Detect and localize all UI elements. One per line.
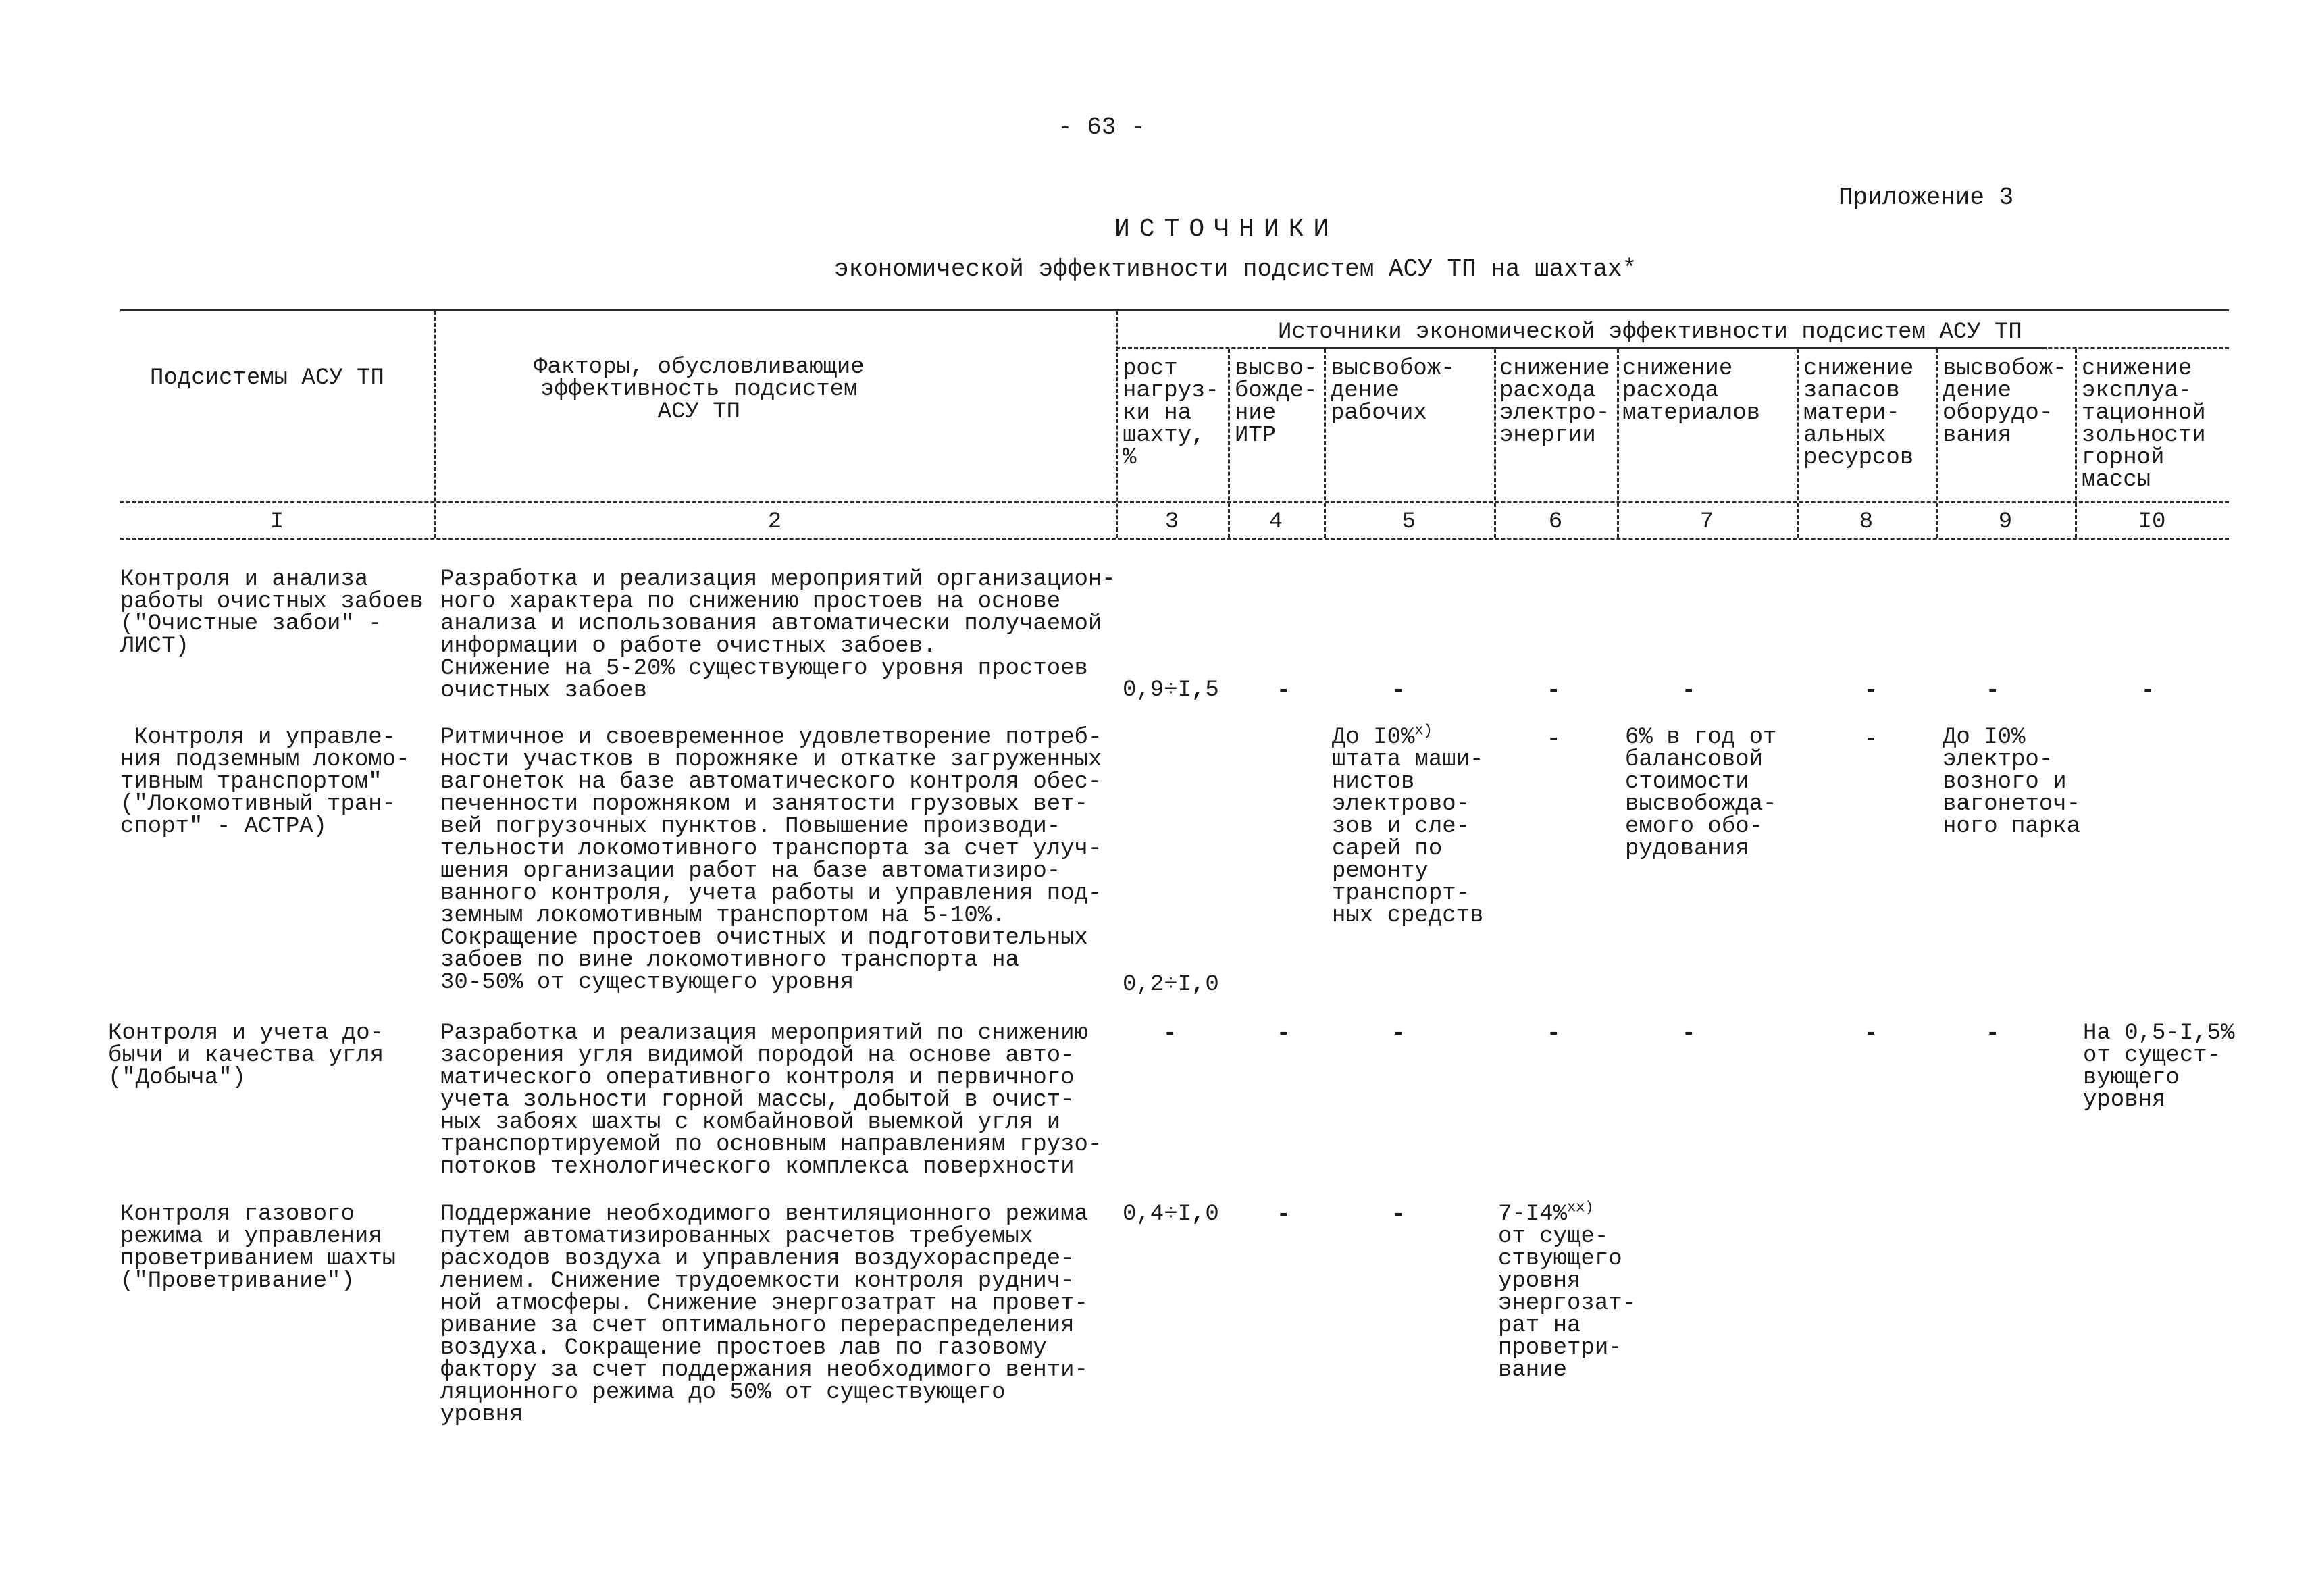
col-number-6: 6: [1548, 509, 1563, 535]
header-sources-group: Источники экономической эффективности подсистем АСУ ТП: [1278, 319, 2022, 345]
appendix-label: Приложение 3: [1839, 184, 2014, 211]
row1-col10: -: [2141, 678, 2155, 704]
row4-col3: 0,4÷I,0: [1123, 1202, 1219, 1227]
table-top-rule: [120, 309, 2229, 311]
col-separator-1: [434, 311, 436, 538]
page-number: - 63 -: [1058, 113, 1146, 141]
row1-col4: -: [1277, 678, 1291, 704]
row2-col5-text: штата маши- нистов электрово- зов и сле- сарей по ремонту транспорт- ных средств: [1332, 747, 1484, 929]
row3-col7: -: [1682, 1021, 1696, 1047]
col-number-8: 8: [1859, 509, 1874, 535]
row4-factors: Поддержание необходимого вентиляционного режима путем автоматизированных расчетов требуемых расходов воздуха и управления воздухораспреде- лением. Снижение трудоемкости контроля руднич- ной атмосферы. Снижение энергозатрат на провет- ривание за счет оптимального перераспределения воздуха. Сокращение простоев лав по газовому фактору за счет поддержания необходимого венти- ляционного режима до 50% от существующего уровня: [440, 1202, 1088, 1428]
number-row-rule: [120, 538, 2229, 540]
row3-col6: -: [1547, 1021, 1561, 1047]
col-number-7: 7: [1699, 509, 1714, 535]
row2-factors: Ритмичное и своевременное удовлетворение потреб- ности участков в порожняке и откатке загруженных вагонеток на базе автоматического контроля обес- печенности порожняком и занятости грузовых вет- вей погрузочных пунктов. Повышение производи- тельности локомотивного транспорта за счет улуч- шения организации работ на базе автоматизиро- ванного контроля, учета работы и управления под- земным локомотивным транспортом на 5-10%. Сокращение простоев очистных и подготовительных забоев по вине локомотивного транспорта на 30-50% от существующего уровня: [440, 725, 1102, 996]
row2-col5-head: [1332, 722, 1433, 750]
header-bottom-rule: [120, 501, 2229, 503]
row4-subsystem: Контроля газового режима и управления проветриванием шахты ("Проветривание"): [120, 1202, 396, 1294]
header-factors: Факторы, обусловливающие эффективность подсистем АСУ ТП: [534, 355, 865, 425]
group-header-rule: [1116, 347, 2229, 349]
col-number-2: 2: [767, 509, 782, 535]
header-col10: снижение эксплуа- тационной зольности горной массы: [2082, 356, 2206, 493]
row1-col5: -: [1391, 678, 1406, 704]
col-number-4: 4: [1268, 509, 1283, 535]
row2-col3: 0,2÷I,0: [1123, 972, 1219, 998]
row4-col6-footnote: xx): [1567, 1199, 1594, 1216]
row2-col6: -: [1547, 727, 1561, 752]
row2-col9: До I0% электро- возного и вагонеточ- ного парка: [1943, 725, 2081, 840]
row1-col6: -: [1547, 678, 1561, 704]
row1-factors: Разработка и реализация мероприятий организацион- ного характера по снижению простоев на основе анализа и использования автоматически получаемой информации о работе очистных забоев. Снижение на 5-20% существующего уровня простоев очистных забоев: [440, 567, 1116, 704]
row2-col8: -: [1864, 727, 1878, 752]
col-separator-2: [1116, 311, 1118, 538]
row3-col3: -: [1163, 1021, 1177, 1047]
row3-col4: -: [1277, 1021, 1291, 1047]
row2-col7: 6% в год от балансовой стоимости высвобожда- емого обо- рудования: [1625, 725, 1777, 862]
header-subsystems: Подсистемы АСУ ТП: [150, 365, 384, 391]
header-col6: снижение расхода электро- энергии: [1499, 356, 1610, 448]
row3-col10: На 0,5-I,5% от сущест- вующего уровня: [2083, 1021, 2235, 1113]
row2-col5-footnote: x): [1414, 722, 1433, 740]
col-number-1: I: [269, 509, 284, 535]
col-number-10: I0: [2138, 509, 2166, 535]
col-number-3: 3: [1164, 509, 1179, 535]
header-col3: рост нагруз- ки на шахту, %: [1123, 356, 1219, 471]
row1-col7: -: [1682, 678, 1696, 704]
row3-factors: Разработка и реализация мероприятий по снижению засорения угля видимой породой на основе авто- матического оперативного контроля и первичного учета зольности горной массы, добытой в очист- ных забоях шахты с комбайновой выемкой угля и транспортируемой по основным направлениям грузо- потоков технологического комплекса поверхности: [440, 1021, 1102, 1180]
row1-col3: 0,9÷I,5: [1123, 677, 1219, 703]
col-number-5: 5: [1402, 509, 1416, 535]
row2-subsystem: Контроля и управле- ния подземным локомо- тивным транспортом" ("Локомотивный тран- спорт" - АСТРА): [120, 725, 410, 840]
row4-col5: -: [1391, 1202, 1406, 1228]
row1-col9: -: [1986, 678, 2000, 704]
header-col9: высвобож- дение оборудо- вания: [1943, 356, 2067, 448]
row3-subsystem: Контроля и учета до- бычи и качества угля ("Добыча"): [108, 1021, 384, 1091]
header-col8: снижение запасов матери- альных ресурсов: [1803, 356, 1914, 471]
col-number-9: 9: [1998, 509, 2013, 535]
row1-col8: -: [1864, 678, 1878, 704]
header-col4: высво- божде- ние ИТР: [1235, 356, 1318, 448]
row3-col5: -: [1391, 1021, 1406, 1047]
row2-col5-value: До I0%: [1332, 725, 1415, 750]
header-col5: высвобож- дение рабочих: [1331, 356, 1455, 426]
row4-col6-text: от суще- ствующего уровня энергозат- рат на проветри- вание: [1498, 1224, 1637, 1383]
row1-subsystem: Контроля и анализа работы очистных забоев ("Очистные забои" - ЛИСТ): [120, 567, 423, 659]
document-subtitle: экономической эффективности подсистем АСУ ТП на шахтах*: [834, 255, 1637, 283]
row4-col6-head: [1498, 1199, 1594, 1227]
row4-col4: -: [1277, 1202, 1291, 1228]
row3-col8: -: [1864, 1021, 1878, 1047]
header-col7: снижение расхода материалов: [1622, 356, 1761, 426]
row3-col9: -: [1986, 1021, 2000, 1047]
document-title: ИСТОЧНИКИ: [1114, 215, 1339, 244]
row4-col6-value: 7-I4%: [1498, 1202, 1568, 1227]
